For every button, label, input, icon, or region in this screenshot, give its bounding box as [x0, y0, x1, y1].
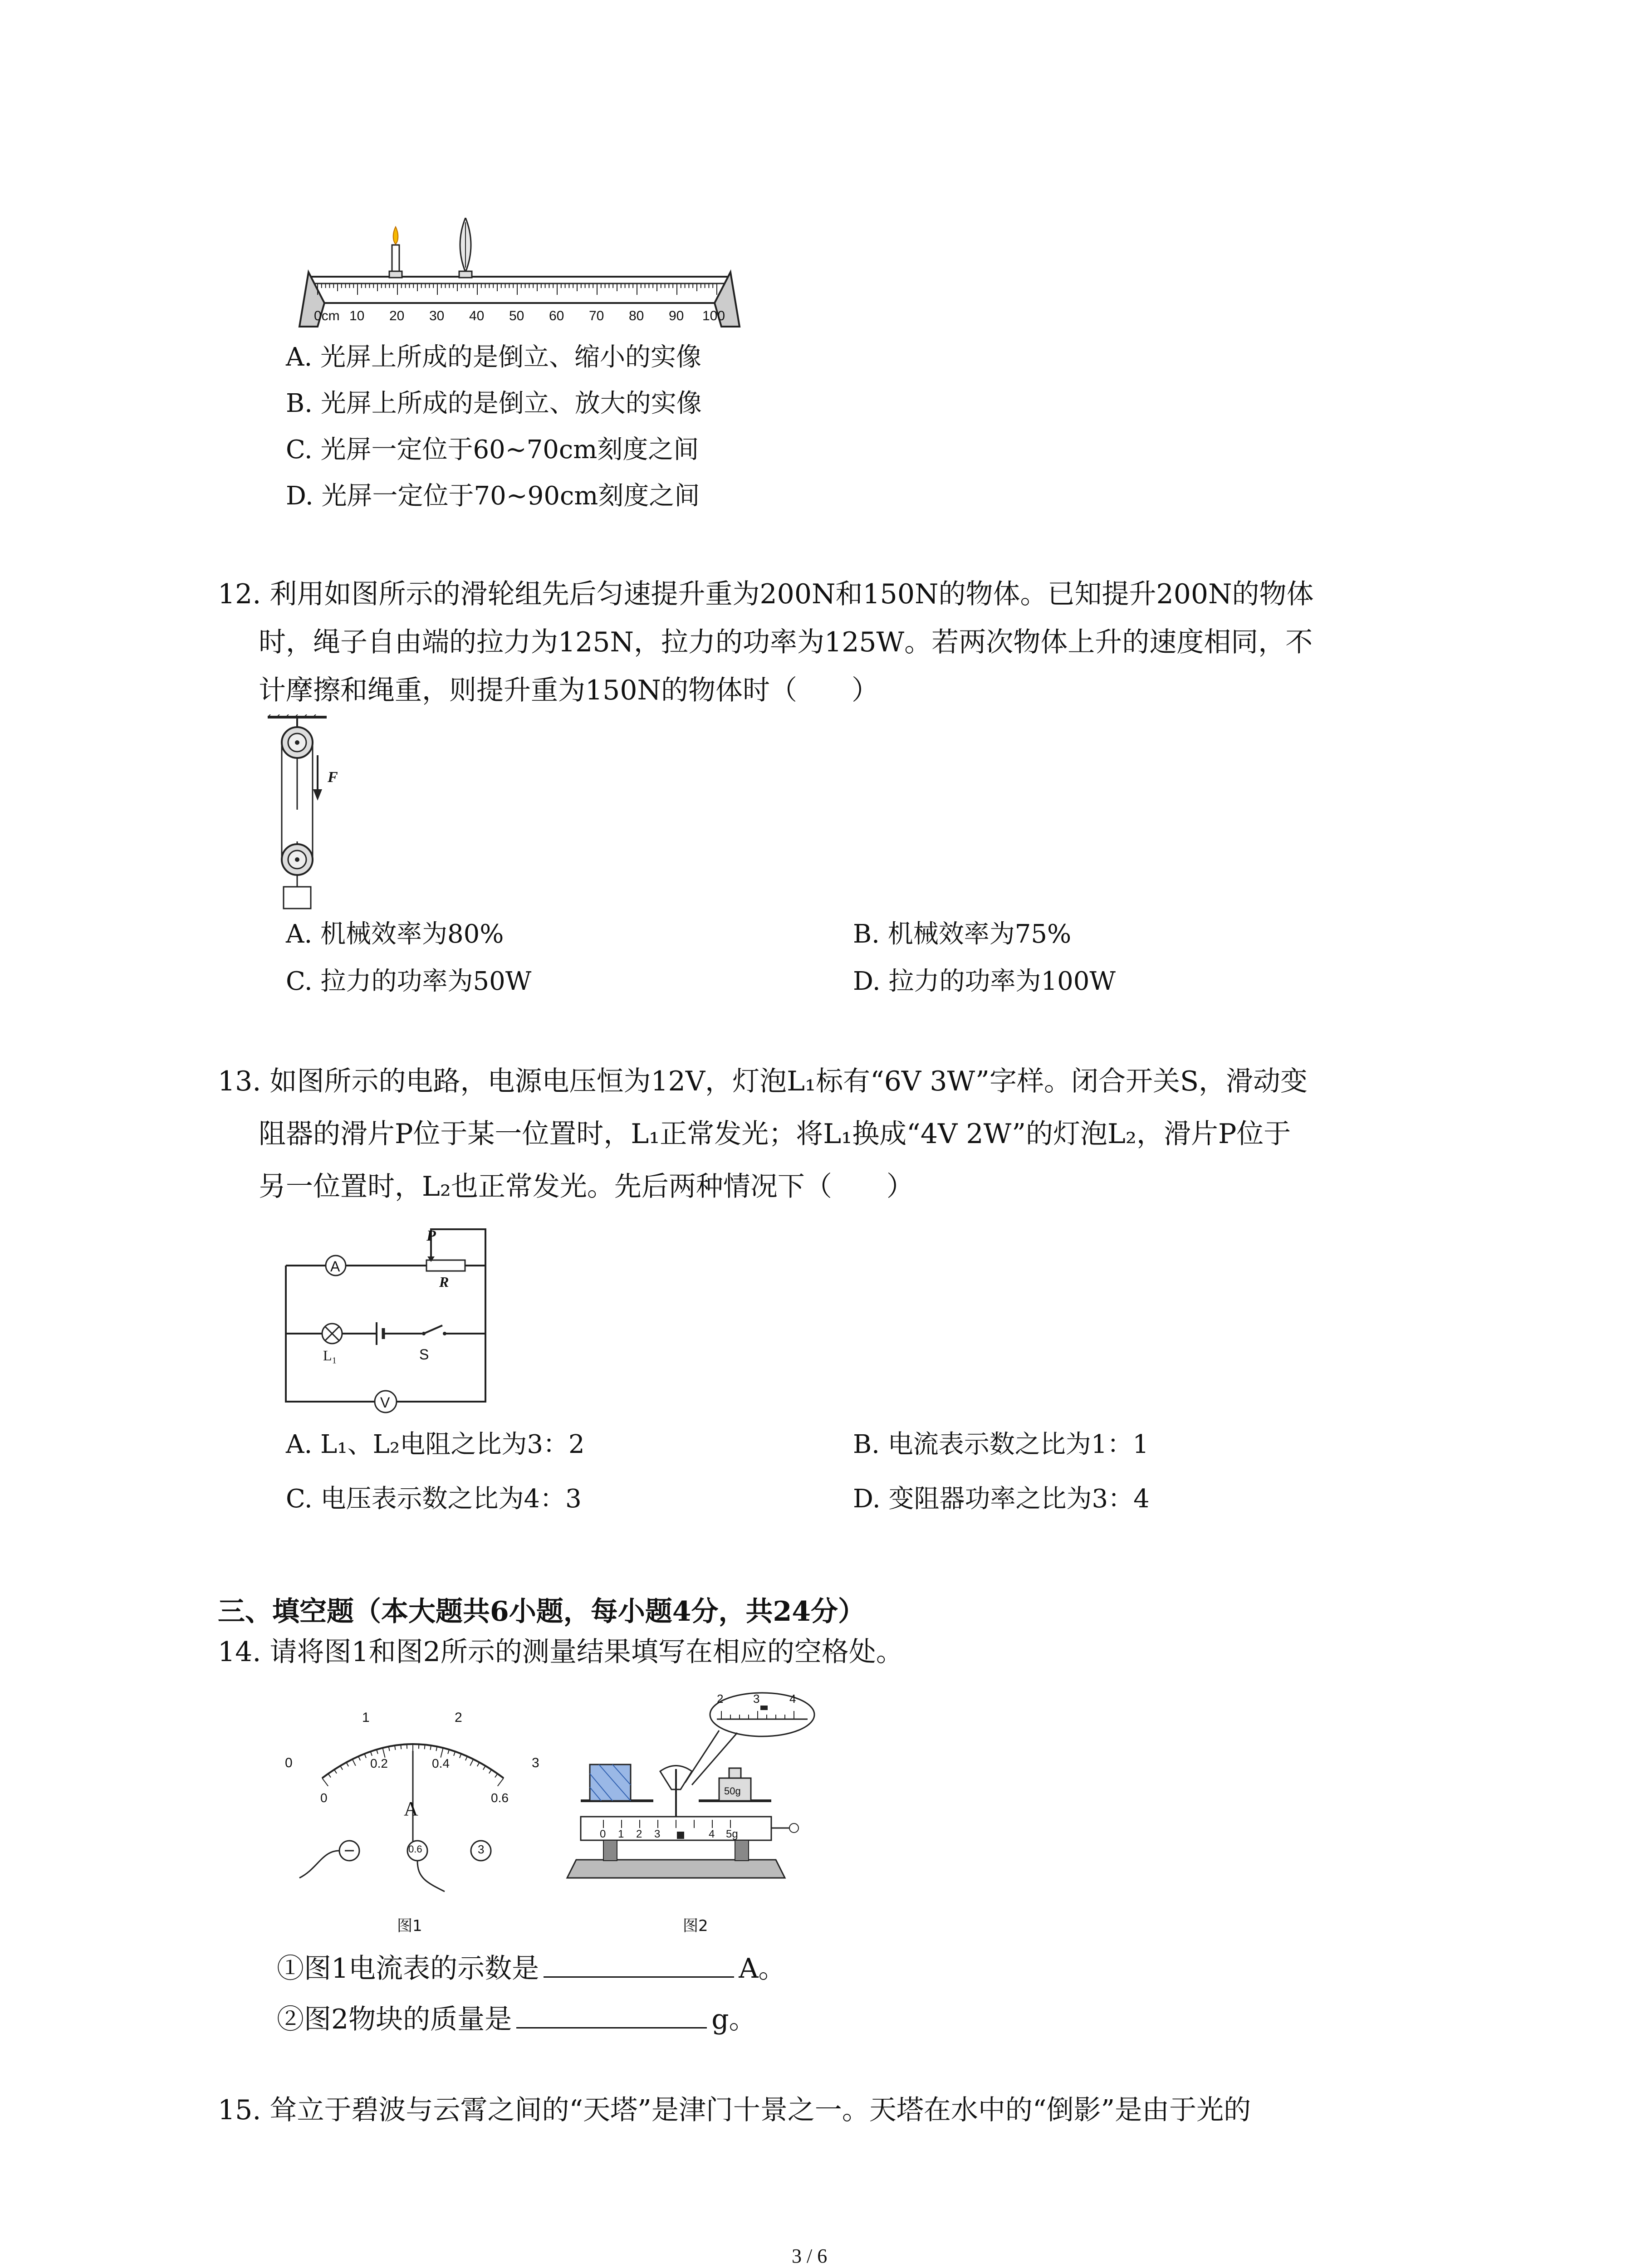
q12-option-d: D. 拉力的功率为100W [853, 967, 1116, 996]
q13-stem-line-1: 13. 如图所示的电路，电源电压恒为12V，灯泡L₁标有“6V 3W”字样。闭合开关S，滑动变 [218, 1066, 1308, 1097]
beam-scale-1: 1 [618, 1828, 624, 1840]
q15-stem: 15. 耸立于碧波与云霄之间的“天塔”是津门十景之一。天塔在水中的“倒影”是由于光的 [218, 2094, 1251, 2126]
fig2-caption: 图2 [683, 1917, 708, 1935]
q11-option-a: A. 光屏上所成的是倒立、缩小的实像 [286, 342, 702, 372]
dial-tick [353, 1759, 356, 1765]
dial-tick [340, 1766, 343, 1770]
q14-blank-2[interactable] [516, 2004, 707, 2028]
dial-outer-2: 2 [455, 1710, 462, 1725]
dial-inner-2: 0.4 [432, 1756, 450, 1770]
dial-tick [483, 1766, 485, 1770]
terminal-3-label: 3 [478, 1843, 485, 1856]
q12-option-b: B. 机械效率为75% [853, 919, 1072, 949]
q14-stem: 14. 请将图1和图2所示的测量结果填写在相应的空格处。 [218, 1636, 903, 1668]
beam-scale-3: 3 [654, 1828, 661, 1840]
slider-label: P [426, 1227, 436, 1244]
q12-stem-line-2: 时，绳子自由端的拉力为125N，拉力的功率为125W。若两次物体上升的速度相同，不 [259, 626, 1313, 658]
dial-tick [322, 1778, 328, 1786]
beam-scale-4: 4 [709, 1828, 715, 1840]
bench-tick-label: 30 [429, 308, 445, 323]
beam-scale-2: 2 [636, 1828, 642, 1840]
q14-blank-1-unit: A。 [739, 1953, 786, 1984]
q13-option-b: B. 电流表示数之比为1：1 [853, 1430, 1149, 1459]
terminal-neg-label [346, 1837, 350, 1851]
zoom-scale-4: 4 [789, 1692, 796, 1706]
dial-unit: A [404, 1798, 418, 1820]
bench-tick-label: 50 [509, 308, 524, 323]
q14-blank-1[interactable] [544, 1953, 734, 1978]
voltmeter-label: V [380, 1394, 390, 1411]
q13-option-d: D. 变阻器功率之比为3：4 [853, 1484, 1150, 1514]
bench-scale-labels [281, 308, 762, 331]
lamp-label: L₁ [323, 1347, 337, 1364]
dial-tick [358, 1756, 360, 1760]
zoom-scale-2: 2 [717, 1692, 724, 1706]
dial-inner-3: 0.6 [491, 1791, 509, 1805]
page-number: 3 / 6 [792, 2245, 828, 2267]
q12-stem-line-1: 12. 利用如图所示的滑轮组先后匀速提升重为200N和150N的物体。已知提升200N的物体 [218, 578, 1314, 610]
q11-option-b: B. 光屏上所成的是倒立、放大的实像 [286, 389, 702, 418]
q14-blank-2-row [277, 2001, 756, 2038]
bench-tick-label: 0cm [314, 308, 340, 323]
bench-tick-label: 90 [669, 308, 684, 323]
beam-scale-5: 5g [726, 1828, 738, 1840]
ammeter-label: A [330, 1258, 340, 1275]
q11-option-c: C. 光屏一定位于60~70cm刻度之间 [286, 435, 699, 464]
bench-tick-label: 60 [549, 308, 564, 323]
q13-option-a: A. L₁、L₂电阻之比为3：2 [286, 1430, 585, 1459]
terminal-06-label: 0.6 [408, 1843, 422, 1855]
fig1-caption: 图1 [397, 1917, 422, 1935]
bench-tick-label: 70 [589, 308, 604, 323]
dial-outer-3: 3 [532, 1755, 539, 1770]
bench-tick-label: 100 [702, 308, 725, 323]
q12-option-c: C. 拉力的功率为50W [286, 967, 532, 996]
q14-blank-2-prefix: ②图2物块的质量是 [277, 2004, 512, 2035]
q12-option-a: A. 机械效率为80% [286, 919, 504, 949]
force-label: F [328, 769, 338, 786]
dial-tick [377, 1750, 378, 1754]
bench-tick-label: 40 [469, 308, 485, 323]
dial-tick [346, 1762, 348, 1766]
dial-outer-0: 0 [285, 1755, 293, 1770]
bench-tick-label: 20 [389, 308, 405, 323]
dial-tick [328, 1774, 331, 1777]
zoom-scale-3: 3 [753, 1692, 760, 1706]
q13-stem-line-2: 阻器的滑片P位于某一位置时，L₁正常发光；将L₁换成“4V 2W”的灯泡L₂，滑片P位于 [259, 1118, 1291, 1150]
switch-label: S [419, 1346, 429, 1363]
dial-tick [477, 1762, 480, 1766]
section-heading: 三、填空题（本大题共6小题，每小题4分，共24分） [218, 1596, 865, 1628]
balance-figure [563, 1687, 835, 1887]
resistor-label: R [439, 1274, 449, 1290]
q13-option-c: C. 电压表示数之比为4：3 [286, 1484, 582, 1514]
dial-tick [448, 1750, 449, 1754]
bench-tick-label: 80 [629, 308, 644, 323]
q12-stem-line-3: 计摩擦和绳重，则提升重为150N的物体时（ ） [259, 675, 879, 706]
pulley-system-figure [268, 714, 367, 914]
bench-tick-label: 10 [349, 308, 365, 323]
q14-blank-1-row [277, 1950, 786, 1987]
dial-tick [334, 1769, 337, 1773]
beam-scale-0: 0 [600, 1828, 606, 1840]
q11-option-d: D. 光屏一定位于70~90cm刻度之间 [286, 481, 700, 511]
dial-tick [489, 1769, 491, 1773]
q13-stem-line-3: 另一位置时，L₂也正常发光。先后两种情况下（ ） [259, 1171, 914, 1202]
dial-tick [495, 1774, 498, 1777]
dial-tick [498, 1778, 504, 1786]
circuit-figure [281, 1220, 499, 1415]
dial-inner-0: 0 [320, 1791, 328, 1805]
weight-label: 50g [724, 1785, 741, 1797]
q14-blank-1-prefix: ①图1电流表的示数是 [277, 1953, 539, 1984]
q14-blank-2-unit: g。 [711, 2004, 756, 2035]
dial-tick [465, 1756, 467, 1760]
dial-inner-1: 0.2 [370, 1756, 388, 1770]
dial-tick [470, 1759, 473, 1765]
dial-outer-1: 1 [362, 1710, 370, 1725]
